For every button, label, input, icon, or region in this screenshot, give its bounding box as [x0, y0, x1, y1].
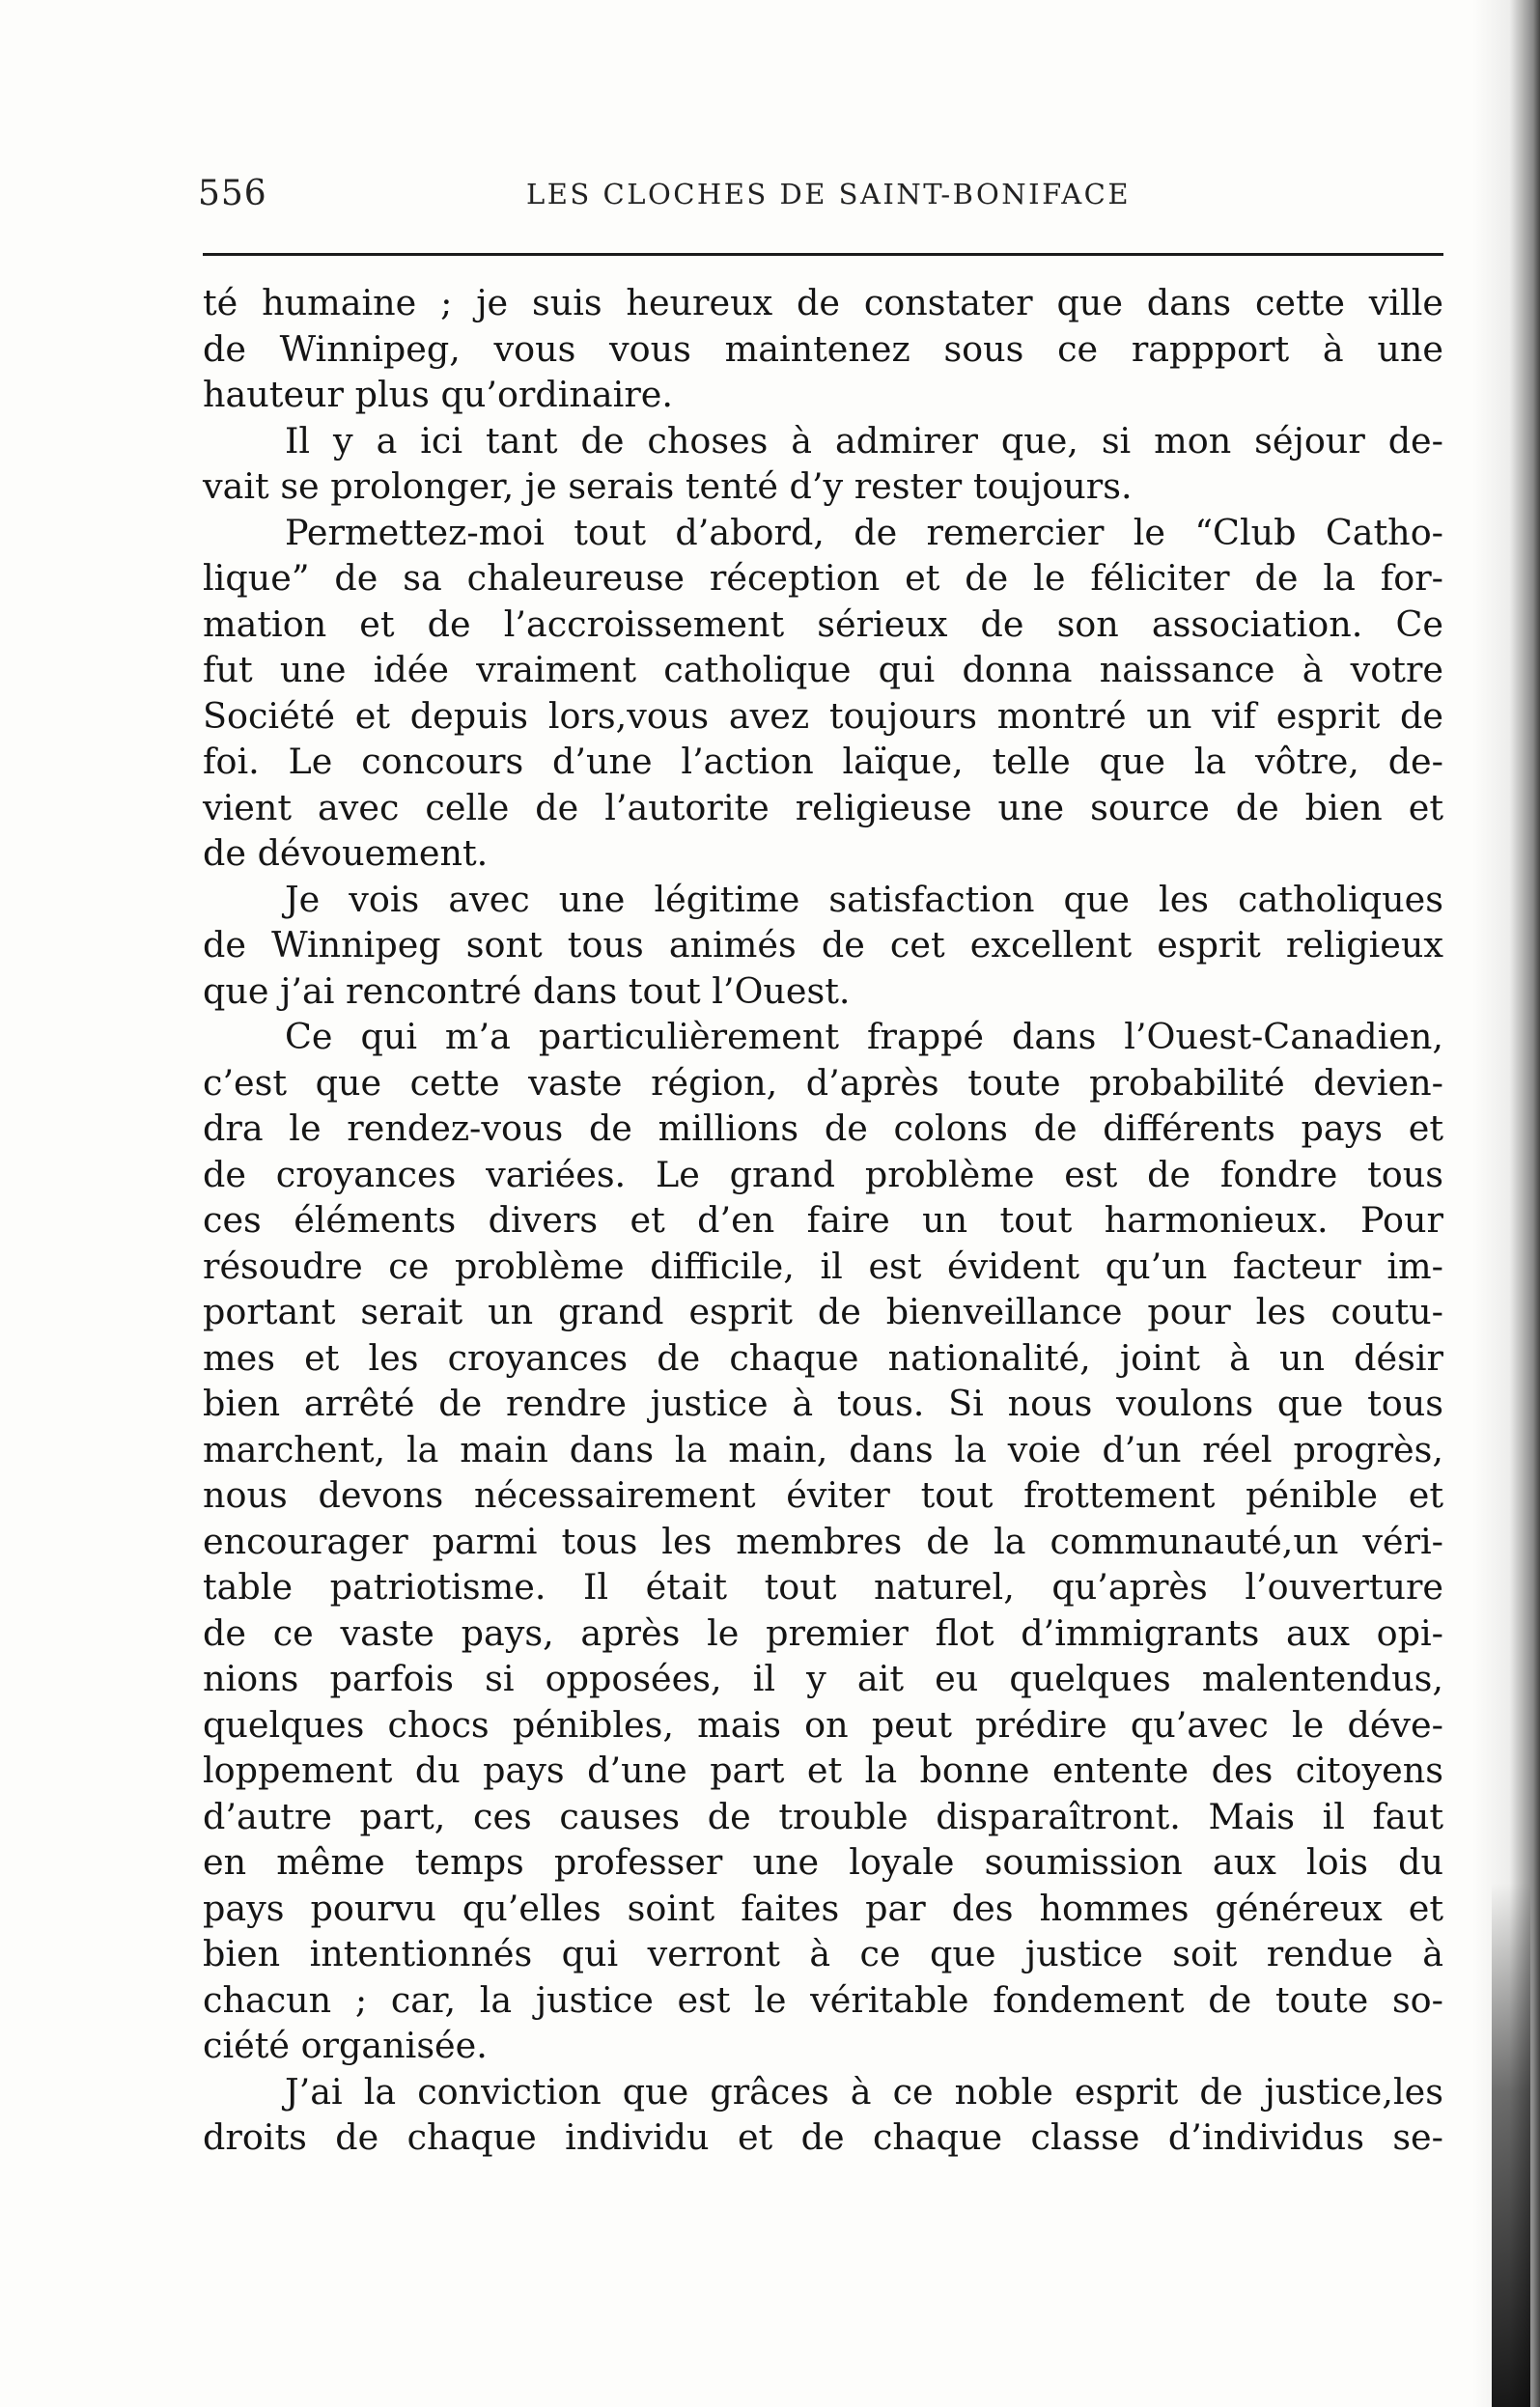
text-line: portant serait un grand esprit de bienveillance pour les coutu-: [203, 1291, 1443, 1332]
text-line: de ce vaste pays, après le premier flot d’immigrants aux opi-: [203, 1611, 1443, 1654]
text-line: bien arrêté de rendre justice à tous. Si nous voulons que tous: [203, 1383, 1443, 1424]
text-line: droits de chaque individu et de chaque classe d’individus se-: [203, 2116, 1443, 2158]
running-title: LES CLOCHES DE SAINT-BONIFACE: [526, 178, 1132, 210]
body-text: [203, 280, 1443, 2161]
text-line: vait se prolonger, je serais tenté d’y rester toujours.: [203, 465, 1133, 507]
text-line: ciété organisée.: [203, 2025, 488, 2066]
text-line: table patriotisme. Il était tout naturel, qu’après l’ouverture: [203, 1566, 1443, 1608]
text-line: en même temps professer une loyale soumission aux lois du: [203, 1841, 1443, 1883]
text-line: nous devons nécessairement éviter tout frottement pénible et: [203, 1474, 1443, 1516]
text-line: marchent, la main dans la main, dans la voie d’un réel progrès,: [203, 1428, 1443, 1470]
page-number: 556: [198, 174, 267, 213]
text-line: Permettez-moi tout d’abord, de remercier le “Club Catho-: [285, 511, 1443, 553]
text-line: Société et depuis lors,vous avez toujours montré un vif esprit de: [203, 694, 1443, 737]
text-line: de Winnipeg sont tous animés de cet excellent esprit religieux: [203, 924, 1443, 966]
text-line: pays pourvu qu’elles soint faites par des hommes généreux et: [203, 1887, 1443, 1929]
text-line: encourager parmi tous les membres de la communauté,un véri-: [203, 1520, 1443, 1562]
text-line: foi. Le concours d’une l’action laïque, telle que la vôtre, de-: [203, 741, 1443, 782]
text-line: té humaine ; je suis heureux de constater que dans cette ville: [203, 282, 1443, 323]
text-line: ces éléments divers et d’en faire un tout harmonieux. Pour: [203, 1199, 1443, 1241]
text-line: Il y a ici tant de choses à admirer que, si mon séjour de-: [285, 419, 1443, 462]
text-line: Je vois avec une légitime satisfaction que les catholiques: [285, 878, 1443, 920]
text-line: bien intentionnés qui verront à ce que justice soit rendue à: [203, 1933, 1443, 1974]
text-line: loppement du pays d’une part et la bonne entente des citoyens: [203, 1749, 1443, 1791]
text-line: mes et les croyances de chaque nationalité, joint à un désir: [203, 1336, 1443, 1379]
text-line: J’ai la conviction que grâces à ce noble esprit de justice,les: [285, 2070, 1443, 2113]
text-line: lique” de sa chaleureuse réception et de le féliciter de la for-: [203, 557, 1443, 599]
text-line: de croyances variées. Le grand problème est de fondre tous: [203, 1153, 1443, 1195]
page-header: [198, 174, 1439, 228]
binding-shadow: [1492, 1883, 1530, 2407]
text-line: d’autre part, ces causes de trouble disparaîtront. Mais il faut: [203, 1795, 1443, 1837]
text-line: hauteur plus qu’ordinaire.: [203, 374, 674, 415]
text-line: de dévouement.: [203, 832, 489, 874]
header-rule: [203, 253, 1443, 256]
text-line: quelques chocs pénibles, mais on peut prédire qu’avec le déve-: [203, 1703, 1443, 1746]
text-line: de Winnipeg, vous vous maintenez sous ce rappport à une: [203, 327, 1443, 370]
text-line: vient avec celle de l’autorite religieuse une source de bien et: [203, 786, 1443, 828]
text-line: mation et de l’accroissement sérieux de son association. Ce: [203, 602, 1443, 645]
text-line: fut une idée vraiment catholique qui donna naissance à votre: [203, 649, 1443, 690]
text-line: Ce qui m’a particulièrement frappé dans l’Ouest-Canadien,: [285, 1016, 1443, 1057]
text-line: chacun ; car, la justice est le véritable fondement de toute so-: [203, 1978, 1443, 2021]
text-line: que j’ai rencontré dans tout l’Ouest.: [203, 969, 851, 1012]
text-line: c’est que cette vaste région, d’après toute probabilité devien-: [203, 1061, 1443, 1104]
text-line: nions parfois si opposées, il y ait eu quelques malentendus,: [203, 1658, 1443, 1699]
text-line: dra le rendez-vous de millions de colons de différents pays et: [203, 1107, 1443, 1149]
text-line: résoudre ce problème difficile, il est évident qu’un facteur im-: [203, 1245, 1443, 1287]
